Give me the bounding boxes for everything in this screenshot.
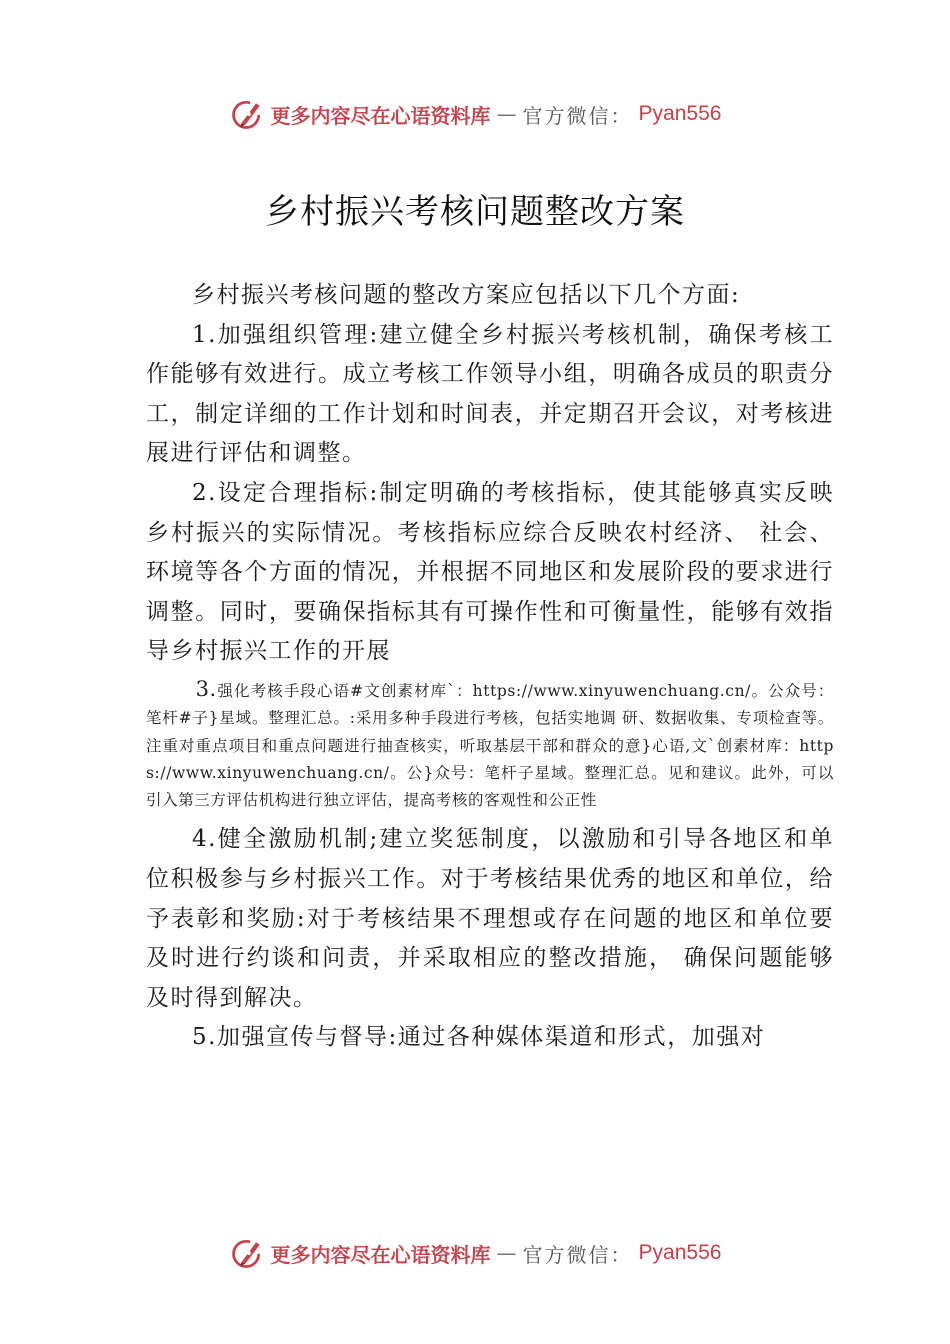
item-3-number: 3. xyxy=(195,676,217,701)
wechat-id: Pyan556 xyxy=(638,102,722,125)
item-3-paragraph xyxy=(146,676,834,814)
footer-banner xyxy=(0,1233,950,1273)
wechat-id: Pyan556 xyxy=(638,1241,722,1264)
pen-nib-logo-icon xyxy=(229,96,265,132)
banner-separator: — xyxy=(496,102,517,126)
item-5-paragraph: 5.加强宣传与督导:通过各种媒体渠道和形式，加强对 xyxy=(192,1024,766,1051)
header-banner xyxy=(0,94,950,134)
item-2-paragraph: 2.设定合理指标:制定明确的考核指标，使其能够真实反映乡村振兴的实际情况。考核指标应综合反映农村经济、 社会、环境等各个方面的情况，并根据不同地区和发展阶段的要求进行调整。同时，要确保指标其有可操作性和可衡量性，能够有效指导乡村振兴工作的开展 xyxy=(146,479,834,665)
item-1-paragraph: 1.加强组织管理:建立健全乡村振兴考核机制，确保考核工作能够有效进行。成立考核工作领导小组，明确各成员的职责分工，制定详细的工作计划和时间表，并定期召开会议，对考核进展进行评估和调整。 xyxy=(146,321,834,467)
pen-nib-logo-icon xyxy=(229,1235,265,1271)
banner-separator: — xyxy=(496,1241,517,1265)
brand-text: 更多内容尽在心语资料库 xyxy=(270,1242,491,1267)
intro-paragraph: 乡村振兴考核问题的整改方案应包括以下几个方面: xyxy=(192,282,741,308)
wechat-label: 官方微信： xyxy=(522,103,633,128)
wechat-label: 官方微信： xyxy=(522,1242,633,1267)
document-title: 乡村振兴考核问题整改方案 xyxy=(265,192,685,232)
document-body xyxy=(146,276,834,1058)
item-3-text: 强化考核手段心语#文创素材库`：https://www.xinyuwenchuang.cn/。公众号：笔杆#子}星域。整理汇总。:采用多种手段进行考核，包括实地调 研、数据收集、专项检查等。注重对重点项目和重点问题进行抽查核实，听取基层干部和群众的意}心语,文`创素材库：https://www.xinyuwenchuang.cn/。公}众号：笔杆子星域。整理汇总。见和建议。此外，可以引入第三方评估机构进行独立评估，提高考核的客观性和公正性 xyxy=(146,681,834,810)
item-4-paragraph: 4.健全激励机制;建立奖惩制度，以激励和引导各地区和单位积极参与乡村振兴工作。对于考核结果优秀的地区和单位，给予表彰和奖励:对于考核结果不理想或存在问题的地区和单位要及时进行约谈和问责，并采取相应的整改措施， 确保问题能够及时得到解决。 xyxy=(146,826,834,1011)
brand-text: 更多内容尽在心语资料库 xyxy=(270,103,491,128)
